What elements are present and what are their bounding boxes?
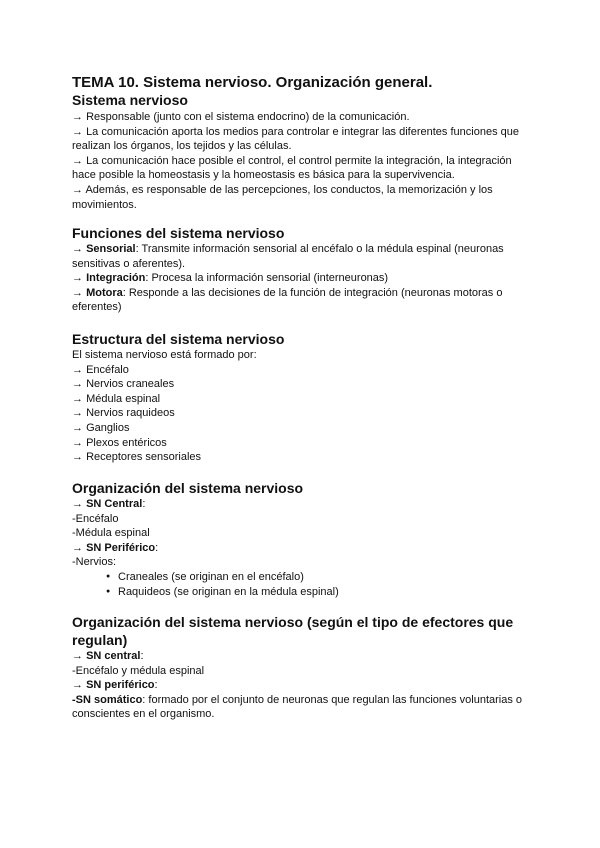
paragraph	[72, 242, 534, 271]
term: SN periférico	[86, 679, 155, 692]
section-organizacion-efectores	[72, 613, 534, 722]
paragraph: -Encéfalo	[72, 512, 119, 525]
section-estructura	[72, 331, 534, 465]
line-text: Plexos entéricos	[86, 436, 167, 449]
arrow: →	[72, 451, 87, 464]
arrow: →	[72, 679, 87, 692]
arrow: →	[72, 392, 87, 405]
colon: :	[142, 498, 146, 510]
arrow: →	[72, 154, 87, 167]
term: Motora	[86, 286, 123, 299]
bullet-item: ● Raquideos (se originan en la médula espinal)	[96, 585, 534, 600]
term: SN Central	[86, 498, 143, 510]
section-funciones	[72, 225, 534, 315]
arrow: →	[72, 378, 87, 391]
line-text: Ganglios	[86, 421, 130, 434]
arrow: →	[72, 541, 87, 554]
line-text: Médula espinal	[86, 392, 161, 405]
bullet-item: ● Craneales (se originan en el encéfalo)	[96, 570, 534, 585]
list-item	[72, 377, 534, 392]
paragraph: El sistema nervioso está formado por:	[72, 349, 257, 361]
paragraph	[72, 183, 534, 212]
arrow: →	[72, 650, 87, 662]
paragraph	[72, 286, 534, 315]
arrow: →	[72, 272, 87, 285]
arrow: →	[72, 243, 87, 255]
term: Integración	[86, 272, 146, 285]
section-heading: Funciones del sistema nervioso	[72, 225, 285, 241]
paragraph	[72, 649, 534, 664]
paragraph: -Encéfalo y médula espinal	[72, 664, 205, 677]
list-item	[72, 406, 534, 421]
arrow: →	[72, 436, 87, 449]
paragraph	[72, 125, 534, 154]
arrow: →	[72, 421, 87, 434]
paragraph	[72, 497, 534, 512]
paragraph: -Médula espinal	[72, 527, 150, 540]
list-item	[72, 363, 534, 378]
list-item	[72, 421, 534, 436]
term: -SN somático	[72, 693, 143, 706]
term: SN Periférico	[86, 541, 156, 554]
paragraph	[72, 271, 534, 286]
arrow: →	[72, 363, 87, 376]
colon: :	[140, 650, 144, 662]
list-item	[72, 450, 534, 465]
line-text: : Responde a las decisiones de la función de integración (neuronas motoras o eferentes)	[72, 286, 503, 314]
section-organizacion	[72, 480, 534, 599]
arrow: →	[72, 125, 87, 138]
list-item	[72, 436, 534, 451]
line-text: : Transmite información sensorial al encéfalo o la médula espinal (neuronas sensitivas o aferentes).	[72, 243, 504, 270]
paragraph	[72, 678, 534, 693]
colon: :	[154, 679, 158, 692]
list-item	[72, 392, 534, 407]
section-intro	[72, 74, 534, 212]
section-heading: Estructura del sistema nervioso	[72, 331, 285, 347]
line-text: Responsable (junto con el sistema endocrino) de la comunicación.	[86, 111, 410, 123]
line-text: : Procesa la información sensorial (interneuronas)	[145, 272, 389, 285]
arrow: →	[72, 498, 87, 510]
colon: :	[155, 541, 159, 554]
term: SN central	[86, 650, 141, 662]
paragraph	[72, 541, 534, 556]
line-text: La comunicación aporta los medios para controlar e integrar las diferentes funciones que realizan los órganos, los tejidos y las células.	[72, 125, 519, 153]
line-text: Además, es responsable de las percepciones, los conductos, la memorización y los movimientos.	[72, 183, 493, 211]
line-text: La comunicación hace posible el control, el control permite la integración, la integración hace posible la homeostasis y la homeostasis es básica para la supervivencia.	[72, 154, 512, 182]
paragraph: -Nervios:	[72, 556, 117, 569]
line-text: Receptores sensoriales	[86, 451, 202, 464]
arrow: →	[72, 111, 87, 123]
term: Sensorial	[86, 243, 136, 255]
section-heading: Organización del sistema nervioso (según el tipo de efectores que regulan)	[72, 614, 514, 648]
section-heading: Sistema nervioso	[72, 92, 188, 108]
line-text: Nervios raquideos	[86, 407, 175, 420]
page-title: TEMA 10. Sistema nervioso. Organización general.	[72, 74, 433, 91]
arrow: →	[72, 183, 86, 196]
section-heading: Organización del sistema nervioso	[72, 480, 304, 496]
paragraph	[72, 110, 534, 125]
arrow: →	[72, 407, 87, 420]
line-text: Nervios craneales	[86, 378, 175, 391]
paragraph	[72, 693, 534, 722]
paragraph	[72, 154, 534, 183]
arrow: →	[72, 286, 87, 299]
line-text: Encéfalo	[86, 363, 129, 376]
line-text: : formado por el conjunto de neuronas que regulan las funciones voluntarias o conscientes en el organismo.	[72, 693, 523, 721]
